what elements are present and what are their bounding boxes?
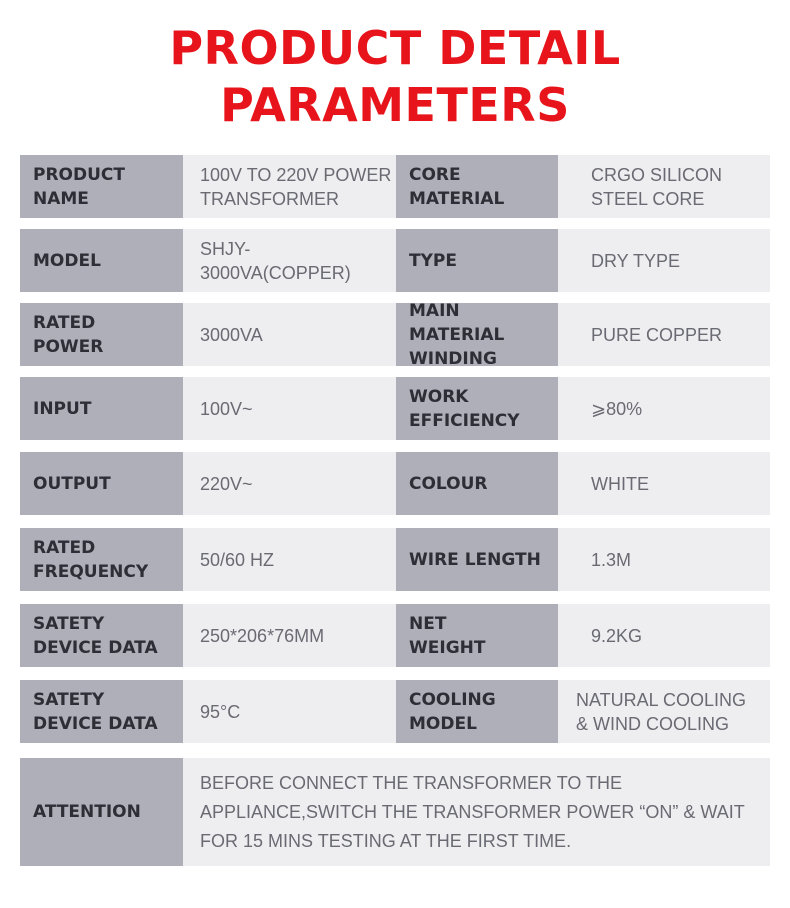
param-value-cell [558, 229, 770, 292]
attention-label-cell [20, 758, 183, 866]
param-value: 100V~ [200, 398, 253, 419]
param-value-cell [558, 680, 770, 743]
table-row [20, 300, 770, 369]
attention-label: ATTENTION [33, 802, 141, 822]
param-key: TYPE [409, 250, 457, 271]
param-key: COLOUR [409, 473, 488, 494]
param-key-cell [396, 155, 558, 218]
param-key-cell [20, 303, 183, 366]
table-row [20, 604, 770, 667]
param-value-cell [183, 604, 396, 667]
param-value-cell [183, 452, 396, 515]
param-value: NATURAL COOLING & WIND COOLING [576, 689, 747, 734]
param-key: RATED FREQUENCY [33, 537, 149, 582]
page-title-line-1: PRODUCT DETAIL [169, 21, 621, 75]
param-key-cell [396, 452, 558, 515]
param-value: 220V~ [200, 473, 253, 494]
param-value-cell [558, 377, 770, 440]
param-key-cell [20, 229, 183, 292]
param-key: CORE MATERIAL [409, 164, 505, 209]
param-value: SHJY-3000VA(COPPER) [200, 238, 351, 283]
param-value-cell [558, 528, 770, 591]
param-key: RATED POWER [33, 312, 104, 357]
param-value: DRY TYPE [591, 250, 681, 271]
param-value-cell [558, 303, 770, 366]
param-value-cell [183, 680, 396, 743]
attention-text-cell [183, 758, 770, 866]
param-key: PRODUCT NAME [33, 164, 125, 209]
param-key-cell [20, 604, 183, 667]
param-value-cell [183, 303, 396, 366]
param-key-cell [396, 229, 558, 292]
param-value-cell [558, 155, 770, 218]
param-key: MODEL [33, 250, 101, 271]
param-value: 250*206*76MM [200, 625, 325, 646]
param-value: 95°C [200, 701, 241, 722]
param-key-cell [396, 680, 558, 743]
page-title-line-2: PARAMETERS [220, 78, 570, 132]
attention-text: BEFORE CONNECT THE TRANSFORMER TO THE APPLIANCE,SWITCH THE TRANSFORMER POWER “ON” & WAIT FOR 15 MINS TESTING AT THE FIRST TIME. [200, 772, 745, 851]
attention-row [20, 758, 770, 866]
param-key-cell [20, 680, 183, 743]
param-key: MAIN MATERIAL WINDING [409, 300, 505, 369]
table-row [20, 377, 770, 440]
param-key: SATETY DEVICE DATA [33, 689, 158, 734]
param-key: WIRE LENGTH [409, 549, 541, 570]
param-value: 3000VA [200, 324, 263, 345]
param-key-cell [20, 377, 183, 440]
param-value: WHITE [591, 473, 649, 494]
param-value-cell [183, 229, 396, 292]
param-key: WORK EFFICIENCY [409, 386, 520, 431]
table-row [20, 452, 770, 515]
table-row [20, 155, 770, 218]
param-key-cell [396, 300, 558, 369]
param-key: NET WEIGHT [409, 613, 486, 658]
param-key-cell [20, 528, 183, 591]
param-value-cell [183, 377, 396, 440]
param-key: OUTPUT [33, 473, 111, 494]
param-value: PURE COPPER [591, 324, 723, 345]
param-value-cell [183, 155, 396, 218]
param-value: 1.3M [591, 549, 632, 570]
param-key-cell [20, 452, 183, 515]
table-row [20, 528, 770, 591]
table-row [20, 229, 770, 292]
param-key: COOLING MODEL [409, 689, 496, 734]
param-value: 100V TO 220V POWER TRANSFORMER [200, 164, 392, 209]
param-value-cell [558, 604, 770, 667]
param-value-cell [183, 528, 396, 591]
param-value: 9.2KG [591, 625, 643, 646]
param-value-cell [558, 452, 770, 515]
param-key-cell [396, 528, 558, 591]
param-key-cell [396, 604, 558, 667]
param-key-cell [396, 377, 558, 440]
param-key: SATETY DEVICE DATA [33, 613, 158, 658]
param-value: ⩾80% [591, 398, 643, 419]
param-key: INPUT [33, 398, 92, 419]
param-value: CRGO SILICON STEEL CORE [591, 164, 723, 209]
table-row [20, 680, 770, 743]
param-value: 50/60 HZ [200, 549, 275, 570]
param-key-cell [20, 155, 183, 218]
